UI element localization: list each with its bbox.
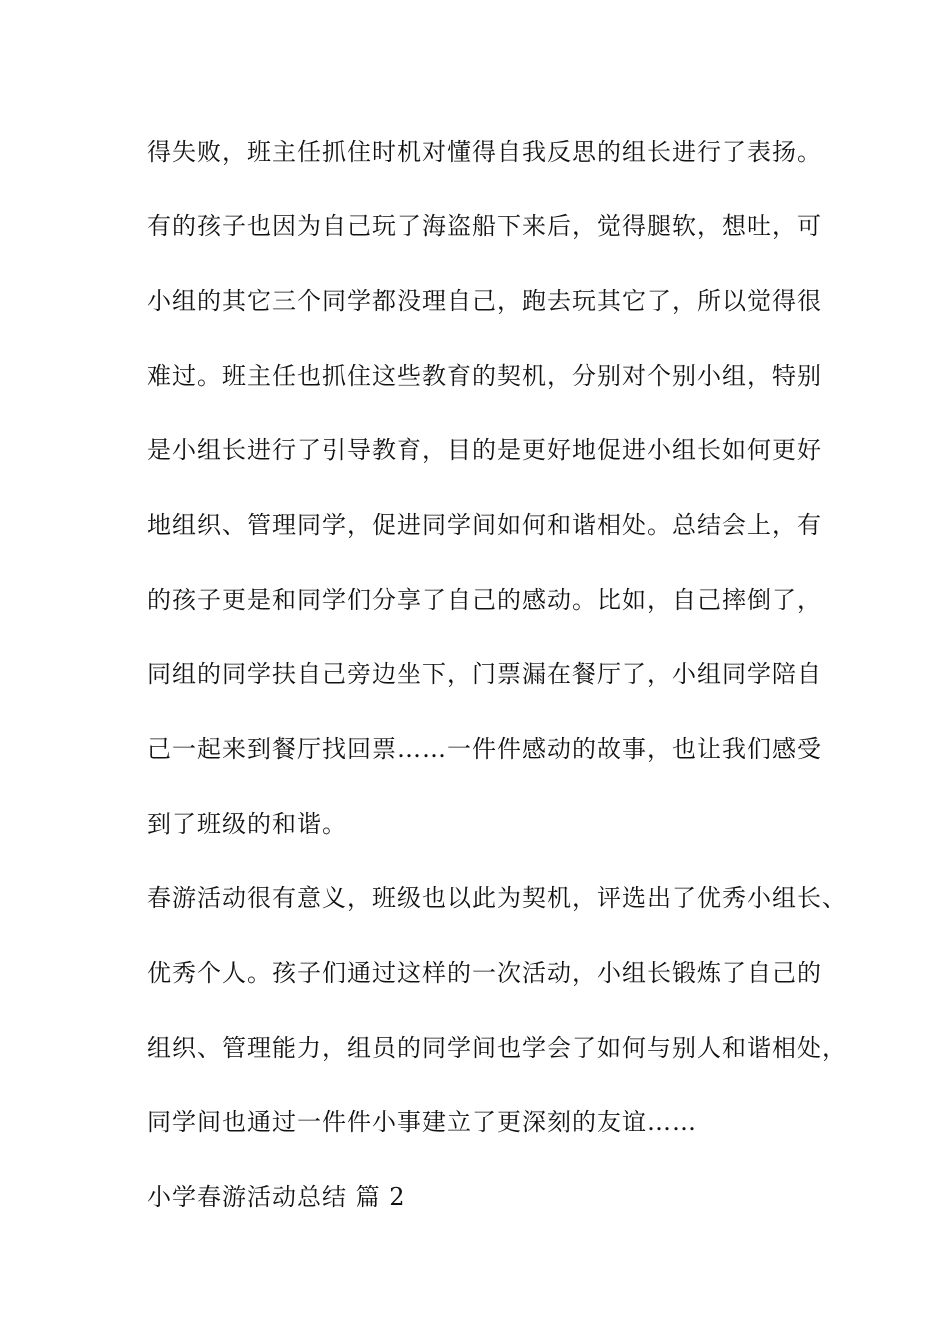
text-line: 同组的同学扶自己旁边坐下，门票漏在餐厅了，小组同学陪自 (147, 660, 822, 688)
text-line: 得失败，班主任抓住时机对懂得自我反思的组长进行了表扬。 (147, 138, 822, 166)
text-line: 同学间也通过一件件小事建立了更深刻的友谊…… (147, 1108, 697, 1136)
section-heading: 小学春游活动总结 篇 2 (147, 1183, 406, 1211)
text-line: 己一起来到餐厅找回票……一件件感动的故事，也让我们感受 (147, 735, 822, 763)
text-line: 春游活动很有意义，班级也以此为契机，评选出了优秀小组长、 (147, 884, 847, 912)
text-line: 有的孩子也因为自己玩了海盗船下来后，觉得腿软，想吐，可 (147, 212, 822, 240)
text-line: 组织、管理能力，组员的同学间也学会了如何与别人和谐相处， (147, 1034, 847, 1062)
text-line: 小组的其它三个同学都没理自己，跑去玩其它了，所以觉得很 (147, 287, 822, 315)
text-line: 到了班级的和谐。 (147, 810, 347, 838)
text-line: 的孩子更是和同学们分享了自己的感动。比如，自己摔倒了， (147, 586, 822, 614)
text-line: 难过。班主任也抓住这些教育的契机，分别对个别小组，特别 (147, 362, 822, 390)
text-line: 优秀个人。孩子们通过这样的一次活动，小组长锻炼了自己的 (147, 959, 822, 987)
text-line: 是小组长进行了引导教育，目的是更好地促进小组长如何更好 (147, 436, 822, 464)
text-line: 地组织、管理同学，促进同学间如何和谐相处。总结会上，有 (147, 511, 822, 539)
